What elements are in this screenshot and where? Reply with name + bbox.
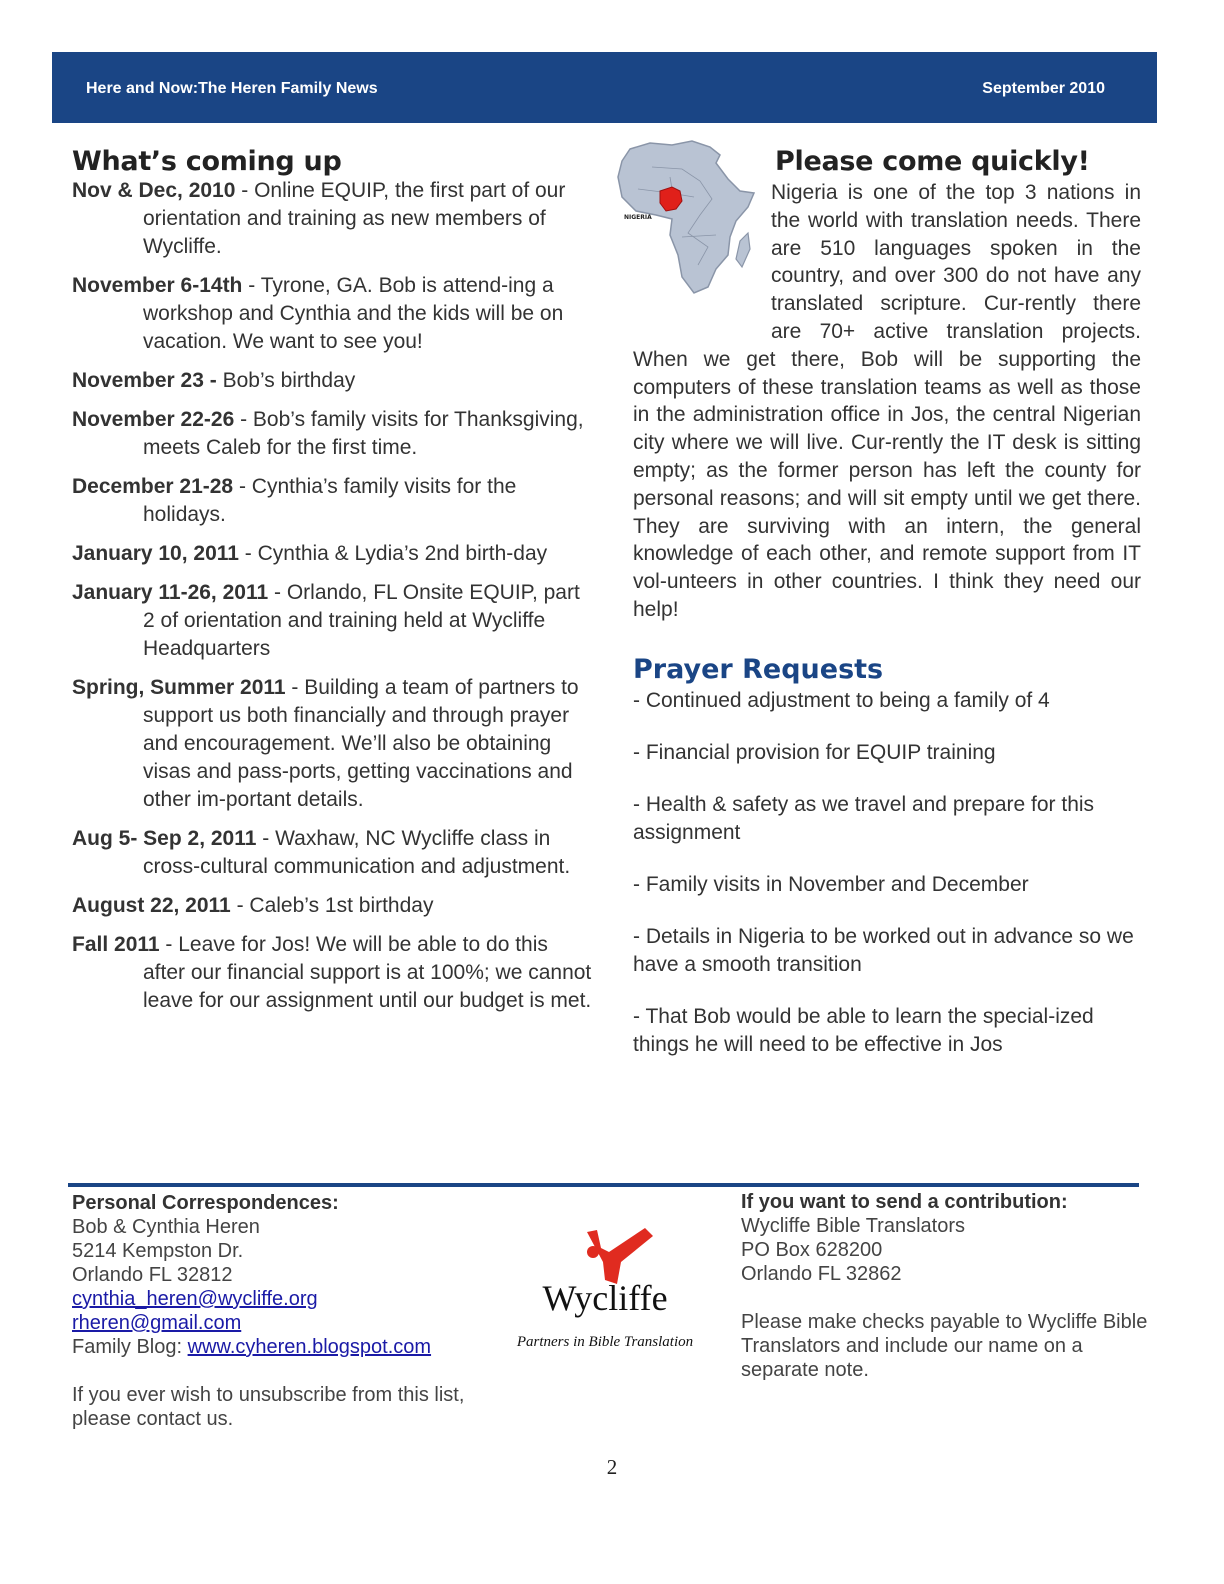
event-text: Building a team of partners to support us both financially and through prayer and encouragement. We’ll also be obtaining visas and pass-ports, getting vaccinations and other im-portant details. <box>143 676 579 812</box>
email-link-rheren[interactable]: rheren@gmail.com <box>72 1312 242 1334</box>
event-text: Orlando, FL Onsite EQUIP, part 2 of orientation and training held at Wycliffe Headquarters <box>143 581 580 661</box>
event-date: January 11-26, 2011 <box>72 581 269 605</box>
event-separator: - <box>268 581 287 605</box>
event-list <box>72 177 592 1015</box>
logo-wordmark: Wycliffe <box>542 1278 668 1318</box>
unsubscribe-note: If you ever wish to unsubscribe from this list, please contact us. <box>72 1384 465 1430</box>
event-text: Cynthia & Lydia’s 2nd birth-day <box>257 542 548 566</box>
event-item <box>72 931 592 1015</box>
logo-head <box>587 1246 599 1258</box>
contact-name: Bob & Cynthia Heren <box>72 1216 260 1238</box>
coming-up-section <box>72 146 592 1026</box>
event-date: December 21-28 <box>72 475 234 499</box>
correspondence-block <box>72 1191 502 1431</box>
contact-street: 5214 Kempston Dr. <box>72 1240 244 1262</box>
blog-link[interactable]: www.cyheren.blogspot.com <box>187 1336 432 1358</box>
newsletter-title: Here and Now:The Heren Family News <box>86 80 378 97</box>
event-separator: - <box>159 933 179 957</box>
event-separator: - <box>233 475 252 499</box>
event-text: Cynthia’s family visits for the holidays. <box>143 475 517 527</box>
event-item <box>72 540 592 568</box>
event-separator: - <box>238 542 258 566</box>
prayer-item: - That Bob would be able to learn the special-ized things he will need to be effective in Jos <box>633 1004 1094 1056</box>
prayer-item: - Details in Nigeria to be worked out in advance so we have a smooth transition <box>633 924 1134 976</box>
contribution-pobox: PO Box 628200 <box>741 1239 883 1261</box>
event-item <box>72 892 592 920</box>
logo-tagline: Partners in Bible Translation <box>516 1334 694 1350</box>
event-text: Bob’s family visits for Thanksgiving, meets Caleb for the first time. <box>143 408 584 460</box>
prayer-item: - Family visits in November and December <box>633 872 1029 896</box>
event-separator: - <box>242 274 261 298</box>
contribution-org: Wycliffe Bible Translators <box>741 1215 965 1237</box>
contribution-heading: If you want to send a contribution: <box>741 1191 1068 1213</box>
wycliffe-figure-icon <box>505 1222 705 1352</box>
footer-divider <box>68 1183 1139 1187</box>
coming-up-title: What’s coming up <box>72 146 342 177</box>
contribution-city: Orlando FL 32862 <box>741 1263 902 1285</box>
event-date: November 22-26 <box>72 408 235 432</box>
contact-city: Orlando FL 32812 <box>72 1264 233 1286</box>
correspondence-heading: Personal Correspondences: <box>72 1192 339 1214</box>
event-item <box>72 367 592 395</box>
event-date: August 22, 2011 <box>72 894 231 918</box>
event-separator: - <box>285 676 305 700</box>
event-text: Bob’s birthday <box>222 369 356 393</box>
event-item <box>72 406 592 462</box>
event-item <box>72 579 592 663</box>
event-text: Leave for Jos! We will be able to do this after our financial support is at 100%; we cannot leave for our assignment until our budget is met. <box>143 933 592 1013</box>
event-separator: - <box>235 179 255 203</box>
prayer-item: - Health & safety as we travel and prepare for this assignment <box>633 792 1095 844</box>
event-item <box>72 825 592 881</box>
right-column <box>633 146 1141 1083</box>
contribution-block <box>741 1190 1151 1382</box>
page-number: 2 <box>606 1455 618 1479</box>
email-link-cynthia[interactable]: cynthia_heren@wycliffe.org <box>72 1288 318 1310</box>
map-wrap-spacer <box>633 177 771 335</box>
checks-note: Please make checks payable to Wycliffe Bible Translators and include our name on a separate note. <box>741 1311 1148 1381</box>
blog-label: Family Blog: <box>72 1336 188 1358</box>
event-date: Aug 5- Sep 2, 2011 <box>72 827 257 851</box>
event-item <box>72 177 592 261</box>
event-separator: - <box>230 894 250 918</box>
header-bar <box>52 52 1157 123</box>
prayer-item: - Financial provision for EQUIP training <box>633 740 996 764</box>
event-date: January 10, 2011 <box>72 542 239 566</box>
event-text: Caleb’s 1st birthday <box>249 894 434 918</box>
event-date: Nov & Dec, 2010 <box>72 179 236 203</box>
event-date: November 6-14th <box>72 274 243 298</box>
map-nigeria-label: NIGERIA <box>624 214 652 221</box>
event-separator: - <box>256 827 276 851</box>
event-date: November 23 - <box>72 369 217 393</box>
event-item <box>72 272 592 356</box>
event-date: Fall 2011 <box>72 933 160 957</box>
event-text: Tyrone, GA. Bob is attend-ing a workshop and Cynthia and the kids will be on vacation. We want to see you! <box>143 274 564 354</box>
please-come-title: Please come quickly! <box>775 146 1090 177</box>
event-date: Spring, Summer 2011 <box>72 676 286 700</box>
event-text: Waxhaw, NC Wycliffe class in cross-cultural communication and adjustment. <box>143 827 571 879</box>
wycliffe-logo <box>505 1222 705 1352</box>
prayer-requests-title: Prayer Requests <box>633 653 884 685</box>
issue-date: September 2010 <box>982 80 1105 97</box>
event-separator: - <box>234 408 253 432</box>
event-item <box>72 473 592 529</box>
event-item <box>72 674 592 814</box>
prayer-item: - Continued adjustment to being a family of 4 <box>633 688 1050 712</box>
event-text: Online EQUIP, the first part of our orientation and training as new members of Wycliffe. <box>143 179 566 259</box>
nigeria-paragraph: Nigeria is one of the top 3 nations in the world with translation needs. There are 510 languages spoken in the country, and over 300 do not have any translated scripture. Cur-rently there are 70+ active translation projects. When we get there, Bob will be supporting the computers of these translation teams as well as those in the administration office in Jos, the central Nigerian city where we will live. Cur-rently the IT desk is sitting empty; as the former person has left the county for personal reasons; and will sit empty until we get there. They are surviving with an intern, the general knowledge of each other, and remote support from IT vol-unteers in other countries. I think they need our help! <box>633 181 1141 621</box>
prayer-list <box>633 687 1141 1059</box>
